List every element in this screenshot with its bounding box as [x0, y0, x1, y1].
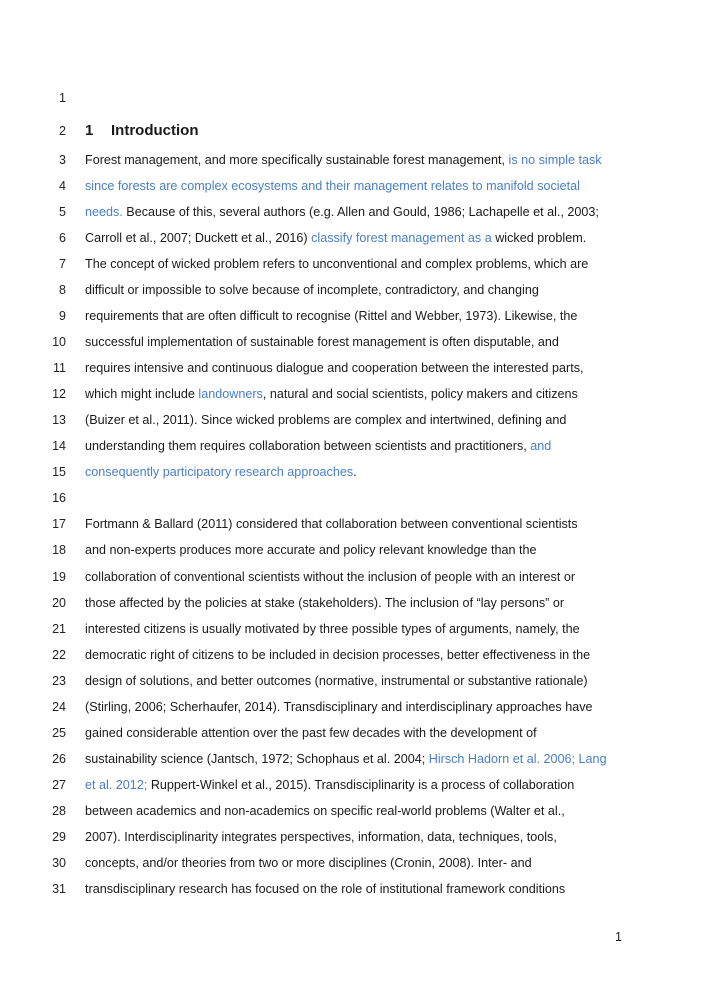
line-number: 2 [59, 124, 66, 138]
line-number: 19 [52, 570, 66, 584]
line-number: 10 [52, 335, 66, 349]
text-run: understanding them requires collaboration between scientists and practitioners, [85, 439, 531, 453]
text-run: sustainability science (Jantsch, 1972; Schophaus et al. 2004; [85, 752, 429, 766]
highlighted-text: consequently participatory research approaches [85, 465, 354, 479]
text-run: Because of this, several authors (e.g. Allen and Gould, 1986; Lachapelle et al., 2003; [122, 205, 599, 219]
line-number: 28 [52, 804, 66, 818]
text-run: transdisciplinary research has focused on the role of institutional framework conditions [85, 882, 566, 896]
line-number: 23 [52, 674, 66, 688]
line-number: 18 [52, 543, 66, 557]
text-run: Carroll et al., 2007; Duckett et al., 2016) [85, 231, 312, 245]
highlighted-text: and [530, 439, 552, 453]
line-number: 15 [52, 465, 66, 479]
text-line [85, 438, 645, 454]
page-number: 1 [615, 930, 622, 944]
text-line [85, 777, 645, 793]
line-number: 12 [52, 387, 66, 401]
line-number: 21 [52, 622, 66, 636]
text-line [85, 542, 645, 558]
text-line [85, 751, 645, 767]
text-run: concepts, and/or theories from two or more disciplines (Cronin, 2008). Inter- and [85, 856, 532, 870]
text-run: The concept of wicked problem refers to unconventional and complex problems, which are [85, 257, 589, 271]
text-run: gained considerable attention over the past few decades with the development of [85, 726, 537, 740]
text-line [85, 569, 645, 585]
text-line [85, 204, 645, 220]
highlighted-text: since forests are complex ecosystems and their management relates to manifold societal [85, 179, 580, 193]
text-run: (Buizer et al., 2011). Since wicked problems are complex and intertwined, defining and [85, 413, 567, 427]
highlighted-text: is no simple task [508, 153, 602, 167]
text-line [85, 230, 645, 246]
text-line [85, 256, 645, 272]
text-line [85, 829, 645, 845]
highlighted-text: classify forest management as a [311, 231, 492, 245]
line-number: 27 [52, 778, 66, 792]
text-line [85, 881, 645, 897]
text-line [85, 412, 645, 428]
text-line [85, 334, 645, 350]
line-number: 13 [52, 413, 66, 427]
line-number: 24 [52, 700, 66, 714]
highlighted-text: et al. 2012; [85, 778, 148, 792]
text-run: 2007). Interdisciplinarity integrates perspectives, information, data, techniques, tools, [85, 830, 557, 844]
line-number: 4 [59, 179, 66, 193]
text-line [85, 152, 645, 168]
highlighted-text: needs. [85, 205, 123, 219]
line-number: 1 [59, 91, 66, 105]
line-number: 25 [52, 726, 66, 740]
line-number: 20 [52, 596, 66, 610]
text-run: Fortmann & Ballard (2011) considered that collaboration between conventional scientists [85, 517, 578, 531]
text-line [85, 699, 645, 715]
text-run: Forest management, and more specifically sustainable forest management, [85, 153, 509, 167]
text-run: and non-experts produces more accurate and policy relevant knowledge than the [85, 543, 537, 557]
section-title: Introduction [111, 122, 199, 139]
text-run: which might include [85, 387, 199, 401]
text-run: collaboration of conventional scientists without the inclusion of people with an interest or [85, 570, 576, 584]
line-number: 16 [52, 491, 66, 505]
text-run: between academics and non-academics on specific real-world problems (Walter et al., [85, 804, 565, 818]
text-line [85, 803, 645, 819]
text-line [85, 178, 645, 194]
highlighted-text: landowners [198, 387, 263, 401]
text-line [85, 308, 645, 324]
text-run: design of solutions, and better outcomes (normative, instrumental or substantive rationale) [85, 674, 588, 688]
text-run: successful implementation of sustainable forest management is often disputable, and [85, 335, 559, 349]
text-run: requires intensive and continuous dialogue and cooperation between the interested parts, [85, 361, 584, 375]
text-run: . [353, 465, 357, 479]
text-run: interested citizens is usually motivated by three possible types of arguments, namely, the [85, 622, 580, 636]
line-number: 3 [59, 153, 66, 167]
line-number: 11 [53, 361, 66, 375]
text-line [85, 464, 645, 480]
text-run: Ruppert-Winkel et al., 2015). Transdisciplinarity is a process of collaboration [147, 778, 575, 792]
line-number: 5 [59, 205, 66, 219]
text-line [85, 725, 645, 741]
text-line [85, 516, 645, 532]
highlighted-text: Hirsch Hadorn et al. 2006; Lang [428, 752, 607, 766]
text-line [85, 282, 645, 298]
text-line [85, 595, 645, 611]
line-number: 30 [52, 856, 66, 870]
line-number: 7 [59, 257, 66, 271]
line-number: 14 [52, 439, 66, 453]
text-line [85, 360, 645, 376]
line-number: 6 [59, 231, 66, 245]
text-run: , natural and social scientists, policy makers and citizens [262, 387, 578, 401]
text-line [85, 621, 645, 637]
line-number: 26 [52, 752, 66, 766]
text-run: requirements that are often difficult to recognise (Rittel and Webber, 1973). Likewise, the [85, 309, 578, 323]
text-line [85, 673, 645, 689]
line-number: 17 [52, 517, 66, 531]
line-number: 22 [52, 648, 66, 662]
text-run: (Stirling, 2006; Scherhaufer, 2014). Transdisciplinary and interdisciplinary approaches have [85, 700, 593, 714]
text-run: wicked problem. [491, 231, 587, 245]
line-number: 9 [59, 309, 66, 323]
line-number: 29 [52, 830, 66, 844]
text-run: difficult or impossible to solve because of incomplete, contradictory, and changing [85, 283, 539, 297]
line-number: 8 [59, 283, 66, 297]
text-line [85, 855, 645, 871]
section-number: 1 [85, 122, 94, 139]
text-line [85, 647, 645, 663]
text-run: democratic right of citizens to be included in decision processes, better effectiveness in the [85, 648, 591, 662]
section-heading [85, 122, 198, 140]
line-number: 31 [52, 882, 66, 896]
text-line [85, 386, 645, 402]
text-run: those affected by the policies at stake (stakeholders). The inclusion of “lay persons” or [85, 596, 565, 610]
